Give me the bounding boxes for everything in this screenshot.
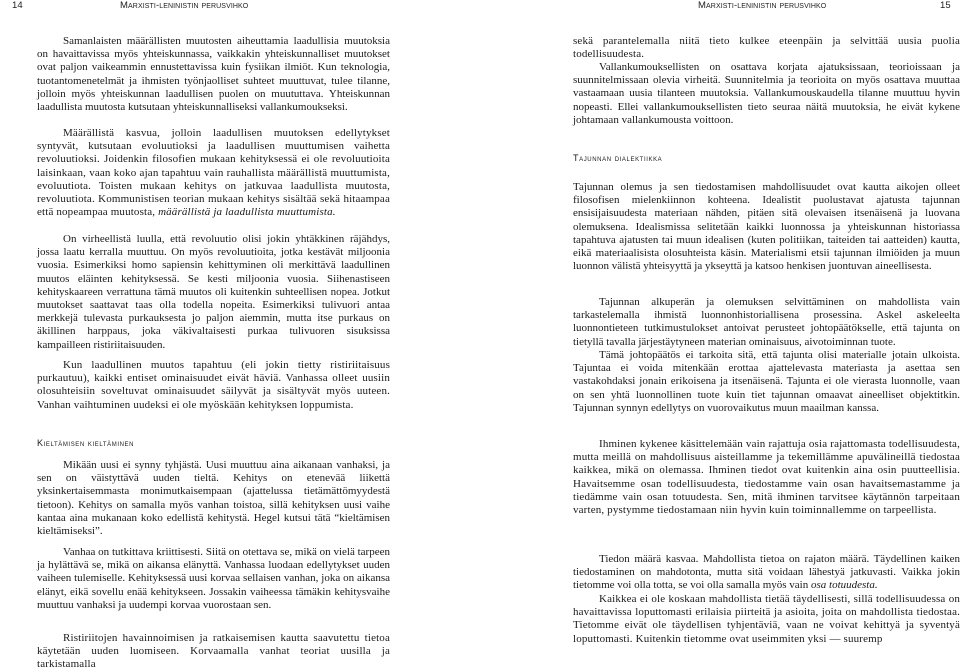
- paragraph: Kun laadullinen muutos tapahtuu (eli jokin tietty ristiriitaisuus purkautuu), kaikki entiset ominaisuudet eivät häviä. Vanhassa olleet uusiin olosuhteisiin soveltuvat ominaisuudet säilyvät ja sisältyvät myös uuteen. Vanhan vaihtuminen uudeksi ei ole myöskään kehityksen loppumista.: [37, 359, 390, 411]
- paragraph: [573, 553, 960, 593]
- running-title-left: Marxisti-leninistin perusvihko: [120, 0, 249, 11]
- section-heading: Kieltämisen kieltäminen: [37, 438, 135, 448]
- paragraph: On virheellistä luulla, että revoluutio olisi jokin yhtäkkinen räjähdys, jossa laatu kerralla muuttuu. On myös revoluutioita, jotka kestävät miljoonia vuosia. Esimerkiksi homo sapiensin kehittyminen oli merkittävä laadullinen muutos eläinten kehityksessä. Se kesti miljoonia vuosia. Siihenastiseen kehityskaareen verrattuna tämä muutos oli kuitenkin suhteellisen nopea. Jotkut muutokset saattavat taas olla todella nopeita. Esimerkiksi tulivuori antaa merkkejä tulevasta purkauksesta jo paljon aiemmin, mutta itse purkaus on äkillinen harppaus, joka väkivaltaisesti purkaa tulivuoren sisuksissa kampailleen ristiriitaisuuden.: [37, 233, 390, 351]
- paragraph: Ihminen kykenee käsittelemään vain rajattuja osia rajattomasta todellisuudesta, mutta meillä on mahdollisuus aisteillamme ja tekemillämme apuvälineillä tiedostaa kaikkea, mikä on olemassa. Ihminen tiedot ovat kuitenkin aina osin puutteellisia. Havaitsemme osan todellisuudesta, tiedostamme vain osan havaitsemastamme ja tiedämme vain osan totuudesta. Sen, mitä ihminen tarvitsee käytännön tarpeitaan varten, pystymme tiedostamaan niin hyvin kuin toiminnallemme on tarpeellista.: [573, 438, 960, 517]
- paragraph: Tämä johtopäätös ei tarkoita sitä, että tajunta olisi materialle jotain ulkoista. Tajuntaa ei voida mitenkään erottaa ajattelevasta materiasta ja asettaa sen vastakohdaksi jonain erikoisena ja itsenäisenä. Tajunta ei ole vierasta luonnolle, vaan on sen yhtä luonnollinen tuote kuin tiet tajunnan omaavat aineelliset objektitkin. Tajunnan synnyn edellytys on vuorovaikutus muun maailman kanssa.: [573, 349, 960, 414]
- paragraph: Mikään uusi ei synny tyhjästä. Uusi muuttuu aina aikanaan vanhaksi, ja sen on väistyttävä uuden tieltä. Kehitys on etenevää liikettä yksinkertaisemmasta monimutkaisempaan (ajattelussa tietämättömyydestä tietoon). Kehitys on samalla myös vanhan toistoa, sillä kehityksen uusi vaihe kantaa aina mukanaan koko edellistä kehitystä. Hegel kutsui tätä “kieltämisen kieltämiseksi”.: [37, 459, 390, 538]
- paragraph: sekä parantelemalla niitä tieto kulkee eteenpäin ja selvittää uusia puolia todellisuudesta.: [573, 35, 960, 61]
- paragraph: Kaikkea ei ole koskaan mahdollista tietää täydellisesti, sillä todellisuudessa on havaittavissa loputtomasti erilaisia piirteitä ja asioita, joita on mahdollista tiedostaa. Tietomme eivät ole täydellisen tyhjentäviä, vaan ne voivat kehittyä ja syventyä loputtomasti. Kuitenkin tietomme ovat useimmiten yksi — suuremp: [573, 593, 960, 645]
- paragraph-text: Tiedon määrä kasvaa. Mahdollista tietoa on rajaton määrä. Täydellinen kaiken tiedostaminen on mahdotonta, mutta sitä voidaan lähestyä jatkuvasti. Vaikka jokin tietomme voi olla totta, se voi olla samalla myös vain: [573, 553, 960, 592]
- paragraph-italic: osa totuudesta.: [810, 579, 878, 592]
- page-number-right: 15: [940, 0, 951, 11]
- running-title-right: Marxisti-leninistin perusvihko: [698, 0, 827, 11]
- paragraph: Tajunnan alkuperän ja olemuksen selvittäminen on mahdollista vain tarkastelemalla ihmistä luonnonhistoriallisena prosessina. Askel askeleelta luonnontieteen tutkimustulokset antoivat perusteet johtopäätökselle, että tajunta on tietyllä tavalla järjestäytyneen materian ominaisuus, aivotoiminnan tuote.: [573, 296, 960, 348]
- paragraph: Tajunnan olemus ja sen tiedostamisen mahdollisuudet ovat kautta aikojen olleet filosofisen mielenkiinnon kohteena. Idealistit puolustavat ajatusta tajunnan ensisijaisuudesta materiaan nähden, pitäen sitä olevaisen itsenäisenä ja luovana olemuksena. Idealismissa selitetään kaikki luonnossa ja yhteiskunnan historiassa tapahtuva ajatusten tai muun idealisen (kuten politiikan, taiteiden tai aatteiden) kautta, eikä materiaalisista olosuhteista käsin. Materialismi etsii tajunnan ilmiöiden ja muun luonnon välistä yhteisyyttä ja ykseyttä ja katsoo henkisen juontuvan aineellisesta.: [573, 181, 960, 273]
- paragraph-text: Määrällistä kasvua, jolloin laadullisen muutoksen edellytykset syntyvät, kutsutaan evoluutioksi ja laadullisen muuttumisen vaihetta revoluutioksi. Joidenkin filosofien mukaan kehityksessä ei ole revoluutioita laisinkaan, vaan koko ajan tapahtuu vain rauhallista määrällistä muuttumista, evoluutiota. Toisten mukaan kehitys on jatkuvaa laadullista muutosta, revoluutiota. Kommunistisen teorian mukaan kehitys sisältää sekä hitaampaa että nopeampaa muutosta,: [37, 127, 390, 219]
- section-heading: Tajunnan dialektiikka: [573, 153, 663, 163]
- paragraph: Ristiriitojen havainnoimisen ja ratkaisemisen kautta saavutettu tietoa käytetään uuden luomiseen. Korvaamalla vanhat teoriat uusilla ja tarkistamalla: [37, 632, 390, 671]
- page-number-left: 14: [12, 0, 23, 11]
- paragraph: Samanlaisten määrällisten muutosten aiheuttamia laadullisia muutoksia on havaittavissa myös yhteiskunnassa, vaikkakin yhteiskunnalliset muutokset ovat paljon vaikeammin ennustettavissa kuin fysiikan ilmiöt. Kun teknologia, tuotantomenetelmät ja ihmisten työnjaolliset suhteet muuttuvat, tulee tilanne, jolloin myös yhteiskunnan laadullisen puolen on muututtava. Yhteiskunnan laadullista muutosta kutsutaan yhteiskunnalliseksi vallankumoukseksi.: [37, 35, 390, 114]
- paragraph-italic: määrällistä ja laadullista muuttumista.: [158, 206, 336, 219]
- paragraph: Vallankumouksellisten on osattava korjata ajatuksissaan, teorioissaan ja suunnitelmissaan olevia virheitä. Suunnitelmia ja teorioita on myös osattava muuttaa vastaamaan uusia tilanteen muutoksia. Vallankumouskaudella tilanne muuttuu hyvin nopeasti. Ellei vallankumouksellisten tieto seuraa näitä muutoksia, he eivät kykene johtamaan vallankumousta voittoon.: [573, 61, 960, 126]
- paragraph: Vanhaa on tutkittava kriittisesti. Siitä on otettava se, mikä on vielä tarpeen ja hylättävä se, mikä on aikansa elänyttä. Vanhassa luodaan edellytykset uuden vaiheen tulemiselle. Kehityksessä uusi korvaa sellaisen vanhan, joka on aikansa elänyt, eikä sovellu enää kehitykseen. Jossakin vaiheessa tämäkin kehitysvaihe muuttuu vanhaksi ja uudempi korvaa vuorostaan sen.: [37, 546, 390, 611]
- paragraph: [37, 127, 390, 219]
